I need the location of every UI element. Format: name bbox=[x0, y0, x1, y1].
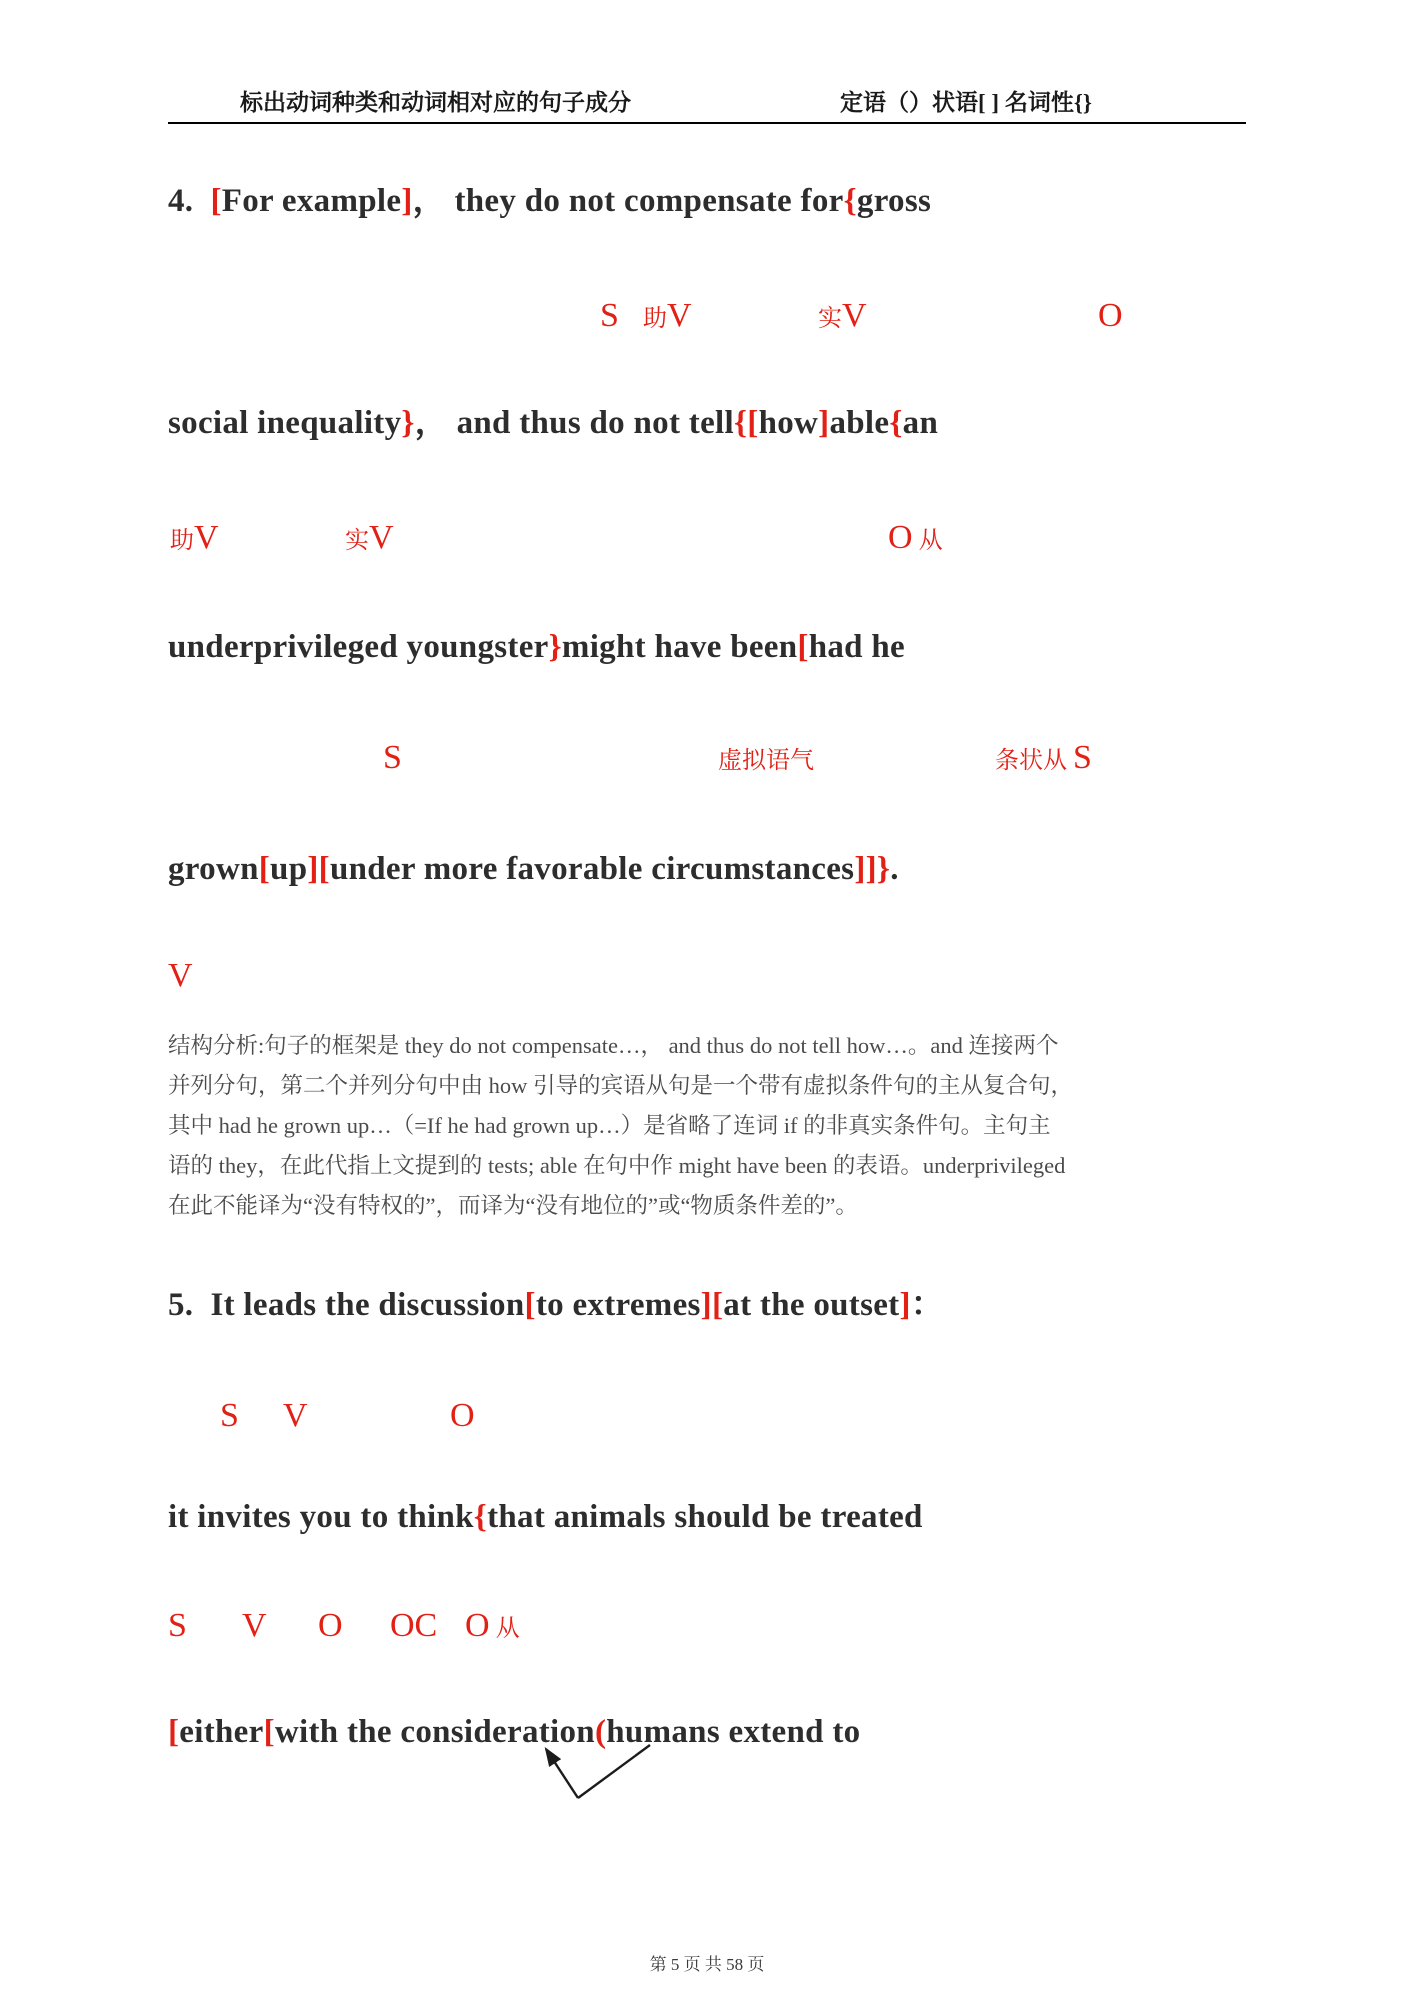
sentence-text: an bbox=[902, 405, 939, 441]
grammar-label-part: 助 bbox=[643, 306, 667, 332]
sentence-text: had he bbox=[808, 629, 905, 665]
analysis-line: 并列分句，第二个并列分句中由 how 引导的宾语从句是一个带有虚拟条件句的主从复合句， bbox=[168, 1073, 1074, 1098]
bracket-annotation: } bbox=[548, 629, 562, 665]
sentence-text: ， bbox=[414, 405, 457, 441]
grammar-label-part: 实 bbox=[345, 528, 369, 554]
sentence-text: to extremes bbox=[535, 1287, 701, 1323]
grammar-label-part: V bbox=[242, 1607, 267, 1644]
bracket-annotation: [ bbox=[524, 1287, 536, 1323]
sentence-text: For example bbox=[221, 183, 402, 219]
item5-line1 bbox=[168, 1286, 944, 1326]
sentence-text: either bbox=[179, 1714, 264, 1750]
sentence-text: gross bbox=[856, 183, 932, 219]
grammar-label-part: S bbox=[383, 739, 402, 776]
sentence-text: . bbox=[890, 851, 899, 887]
grammar-label bbox=[600, 296, 619, 335]
item4-line3 bbox=[168, 628, 905, 668]
grammar-label-part: V bbox=[667, 297, 692, 334]
sentence-text: 4. bbox=[168, 183, 211, 219]
grammar-label bbox=[465, 1606, 520, 1645]
sentence-text: they do not compensate for bbox=[454, 183, 844, 219]
grammar-label-part: V bbox=[168, 957, 193, 994]
grammar-label bbox=[995, 738, 1092, 777]
bracket-annotation: ] bbox=[401, 183, 413, 219]
grammar-label bbox=[168, 956, 193, 995]
analysis-line: 其中 had he grown up…（=If he had grown up…）是省略了连词 if 的非真实条件句。主句主 bbox=[168, 1113, 1051, 1138]
sentence-text: under more favorable circumstances bbox=[329, 851, 855, 887]
bracket-annotation: ]]} bbox=[854, 851, 891, 887]
grammar-label-part: V bbox=[283, 1397, 308, 1434]
item4-line4 bbox=[168, 850, 899, 890]
sentence-text: It leads the discussion bbox=[210, 1287, 525, 1323]
bracket-annotation: ] bbox=[899, 1287, 911, 1323]
bracket-annotation: {[ bbox=[733, 405, 759, 441]
grammar-label bbox=[390, 1606, 437, 1645]
bracket-annotation: ][ bbox=[307, 851, 330, 887]
sentence-text: up bbox=[270, 851, 308, 887]
bracket-annotation: [ bbox=[258, 851, 271, 887]
grammar-label bbox=[818, 296, 867, 335]
bracket-annotation: ] bbox=[818, 405, 830, 441]
grammar-label-part: O bbox=[450, 1397, 475, 1434]
grammar-label-part: S bbox=[220, 1397, 239, 1434]
grammar-label-part: 从 bbox=[912, 528, 943, 554]
grammar-label-part: O bbox=[465, 1607, 490, 1644]
analysis-paragraph bbox=[168, 1026, 1252, 1226]
sentence-text: it invites you to think bbox=[168, 1499, 474, 1535]
grammar-label bbox=[450, 1396, 475, 1435]
sentence-text: might have been bbox=[561, 629, 798, 665]
grammar-label bbox=[283, 1396, 308, 1435]
grammar-label-part: O bbox=[318, 1607, 343, 1644]
grammar-label bbox=[168, 1606, 187, 1645]
sentence-text: 5. bbox=[168, 1287, 211, 1323]
sentence-text: ： bbox=[910, 1287, 945, 1323]
bracket-annotation: { bbox=[889, 405, 903, 441]
grammar-label bbox=[643, 296, 692, 335]
bracket-annotation: ( bbox=[594, 1714, 607, 1750]
page-number: 第 5 页 共 58 页 bbox=[649, 1955, 765, 1974]
grammar-label bbox=[383, 738, 402, 777]
header-title-left: 标出动词种类和动词相对应的句子成分 bbox=[240, 90, 631, 115]
grammar-label bbox=[170, 518, 219, 557]
page-footer bbox=[0, 1950, 1414, 1975]
sentence-text: social inequality bbox=[168, 405, 402, 441]
bracket-annotation: [ bbox=[210, 183, 222, 219]
hand-drawn-arrow bbox=[498, 1738, 668, 1810]
grammar-label bbox=[888, 518, 943, 557]
header-legend-right: 定语（）状语[ ] 名词性{} bbox=[840, 90, 1092, 115]
item4-line1 bbox=[168, 182, 931, 222]
sentence-text: grown bbox=[168, 851, 259, 887]
bracket-annotation: [ bbox=[168, 1714, 180, 1750]
grammar-label bbox=[220, 1396, 239, 1435]
grammar-label bbox=[345, 518, 394, 557]
grammar-label bbox=[242, 1606, 267, 1645]
sentence-text: ， bbox=[412, 183, 455, 219]
grammar-label-part: V bbox=[194, 519, 219, 556]
grammar-label-part: S bbox=[1073, 739, 1092, 776]
sentence-text: with the consideration bbox=[274, 1714, 595, 1750]
grammar-label-part: S bbox=[168, 1607, 187, 1644]
grammar-label bbox=[1098, 296, 1123, 335]
bracket-annotation: } bbox=[401, 405, 415, 441]
grammar-label-part: 实 bbox=[818, 306, 842, 332]
sentence-text: humans extend to bbox=[606, 1714, 861, 1750]
bracket-annotation: ][ bbox=[700, 1287, 724, 1323]
grammar-label-part: O bbox=[1098, 297, 1123, 334]
sentence-text: and thus do not tell bbox=[456, 405, 734, 441]
grammar-label-part: S bbox=[600, 297, 619, 334]
sentence-text: able bbox=[829, 405, 890, 441]
bracket-annotation: [ bbox=[263, 1714, 275, 1750]
bracket-annotation: [ bbox=[797, 629, 809, 665]
bracket-annotation: { bbox=[843, 183, 857, 219]
grammar-label-part: 从 bbox=[489, 1616, 520, 1642]
item4-line2 bbox=[168, 404, 938, 444]
grammar-label-part: 助 bbox=[170, 528, 194, 554]
analysis-line: 语的 they，在此代指上文提到的 tests; able 在句中作 might have been 的表语。underprivileged bbox=[168, 1153, 1066, 1178]
grammar-label-part: V bbox=[842, 297, 867, 334]
grammar-label-part: OC bbox=[390, 1607, 438, 1644]
page-header bbox=[168, 82, 1246, 124]
grammar-label bbox=[718, 738, 814, 777]
grammar-label bbox=[318, 1606, 343, 1645]
sentence-text: how bbox=[758, 405, 819, 441]
sentence-text: that animals should be treated bbox=[487, 1499, 923, 1535]
sentence-text: at the outset bbox=[723, 1287, 900, 1323]
bracket-annotation: { bbox=[473, 1499, 488, 1535]
item5-line2 bbox=[168, 1498, 923, 1538]
grammar-label-part: 虚拟语气 bbox=[718, 748, 814, 774]
grammar-label-part: 条状从 bbox=[995, 748, 1073, 774]
analysis-line: 结构分析:句子的框架是 they do not compensate…， and thus do not tell how…。and 连接两个 bbox=[168, 1033, 1059, 1058]
grammar-label-part: V bbox=[369, 519, 394, 556]
sentence-text: underprivileged youngster bbox=[168, 629, 549, 665]
grammar-label-part: O bbox=[888, 519, 913, 556]
analysis-line: 在此不能译为“没有特权的”，而译为“没有地位的”或“物质条件差的”。 bbox=[168, 1193, 858, 1218]
